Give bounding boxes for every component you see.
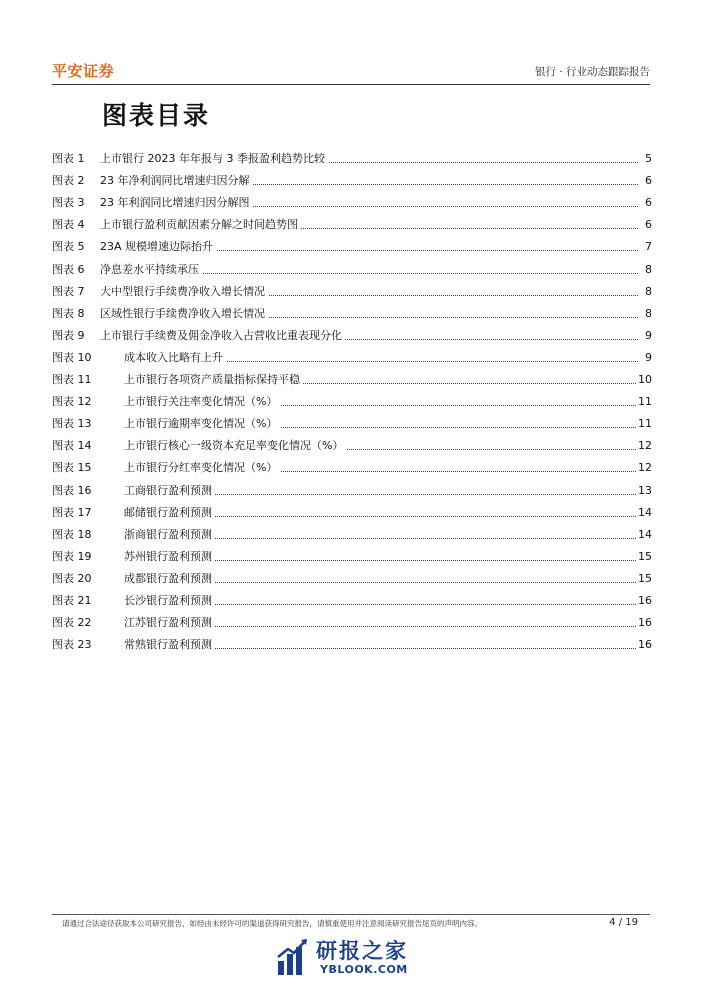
page-header <box>52 56 650 84</box>
toc-entry[interactable] <box>52 371 652 389</box>
toc-entry-page: 15 <box>636 570 652 588</box>
toc-entry-label: 图表 11 <box>52 373 92 386</box>
toc-entry[interactable] <box>52 482 652 500</box>
toc-entry-title: 浙商银行盈利预测 <box>124 526 215 544</box>
toc-entry-title: 成本收入比略有上升 <box>124 349 226 367</box>
brand-logo: 平安证券 <box>52 62 115 80</box>
toc-entry-page: 11 <box>636 415 652 433</box>
toc-entry-page: 15 <box>636 548 652 566</box>
toc-entry-label: 图表 10 <box>52 350 92 364</box>
footer-disclaimer: 请通过合法途径获取本公司研究报告，如经由未经许可的渠道获得研究报告，请慎重使用并注意阅读研究报告尾页的声明内容。 <box>62 919 482 928</box>
toc-entry-title: 上市银行分红率变化情况（%） <box>124 459 280 477</box>
toc-entry-label: 图表 6 <box>52 262 85 276</box>
toc-entry-title: 长沙银行盈利预测 <box>124 592 215 610</box>
toc-entry-page: 12 <box>636 459 652 477</box>
toc-entry-page: 10 <box>636 371 652 389</box>
toc-entry-label: 图表 14 <box>52 439 92 453</box>
toc-entry-label: 图表 19 <box>52 549 92 563</box>
toc-entry-title: 净息差水平持续承压 <box>100 261 202 279</box>
toc-entry-title: 上市银行盈利贡献因素分解之时间趋势图 <box>100 216 301 234</box>
toc-entry-page: 14 <box>636 526 652 544</box>
toc-entry-page: 16 <box>636 614 652 632</box>
toc-entry-label: 图表 2 <box>52 174 85 188</box>
toc-entry-page: 16 <box>636 592 652 610</box>
toc-entry[interactable] <box>52 283 652 301</box>
toc-entry-label: 图表 23 <box>52 638 92 652</box>
toc-entry-page: 7 <box>643 238 652 256</box>
toc-entry-label: 图表 12 <box>52 395 92 409</box>
toc-entry-page: 6 <box>643 172 652 190</box>
watermark-title: 研报之家 <box>316 939 408 963</box>
toc-entry-title: 23A 规模增速边际抬升 <box>100 238 216 256</box>
toc-entry-page: 11 <box>636 393 652 411</box>
toc-entry-label: 图表 21 <box>52 594 92 607</box>
toc-entry[interactable] <box>52 305 652 323</box>
toc-entry-page: 14 <box>636 504 652 522</box>
toc-entry-page: 13 <box>636 482 652 500</box>
toc-entry-label: 图表 13 <box>52 417 92 431</box>
footer-divider <box>52 914 650 915</box>
toc-entry[interactable] <box>52 216 652 234</box>
toc-entry-title: 苏州银行盈利预测 <box>124 548 215 566</box>
toc-entry[interactable] <box>52 459 652 477</box>
toc-entry-label: 图表 22 <box>52 616 92 630</box>
toc-entry-page: 6 <box>643 216 652 234</box>
toc-entry-label: 图表 20 <box>52 571 92 585</box>
toc-entry-page: 6 <box>643 194 652 212</box>
toc-entry-page: 8 <box>643 305 652 323</box>
toc-entry-title: 23 年利润同比增速归因分解图 <box>100 194 253 212</box>
toc-entry-title: 区域性银行手续费净收入增长情况 <box>100 305 268 323</box>
toc-entry[interactable] <box>52 194 652 212</box>
toc-entry-label: 图表 9 <box>52 328 85 342</box>
toc-entry-label: 图表 5 <box>52 240 85 254</box>
toc-entry[interactable] <box>52 526 652 544</box>
toc-entry-page: 8 <box>643 283 652 301</box>
toc-entry-page: 5 <box>643 150 652 168</box>
toc-entry-title: 成都银行盈利预测 <box>124 570 215 588</box>
toc-entry-page: 9 <box>643 349 652 367</box>
toc-entry[interactable] <box>52 393 652 411</box>
toc-entry[interactable] <box>52 548 652 566</box>
toc-entry[interactable] <box>52 614 652 632</box>
toc-entry[interactable] <box>52 592 652 610</box>
toc-entry[interactable] <box>52 437 652 455</box>
toc-entry-title: 上市银行关注率变化情况（%） <box>124 393 280 411</box>
toc-entry-page: 16 <box>636 636 652 654</box>
toc-entry-title: 邮储银行盈利预测 <box>124 504 215 522</box>
toc-entry-title: 工商银行盈利预测 <box>124 482 215 500</box>
report-type: 银行 · 行业动态跟踪报告 <box>534 66 650 78</box>
toc-entry[interactable] <box>52 415 652 433</box>
toc-entry[interactable] <box>52 172 652 190</box>
toc-entry-label: 图表 18 <box>52 527 92 541</box>
toc-entry-title: 上市银行核心一级资本充足率变化情况（%） <box>124 437 346 455</box>
toc-entry-label: 图表 16 <box>52 483 92 497</box>
toc-entry[interactable] <box>52 261 652 279</box>
toc-entry[interactable] <box>52 636 652 654</box>
page-number: 4 / 19 <box>609 917 638 928</box>
toc-entry[interactable] <box>52 504 652 522</box>
toc-entry-label: 图表 3 <box>52 196 85 210</box>
toc-entry-title: 大中型银行手续费净收入增长情况 <box>100 283 268 301</box>
toc-entry-title: 上市银行各项资产质量指标保持平稳 <box>124 371 303 389</box>
watermark-url: YBLOOK.COM <box>320 963 408 976</box>
page-title: 图表目录 <box>102 101 211 130</box>
toc-entry-label: 图表 4 <box>52 218 85 232</box>
toc-entry-page: 9 <box>643 327 652 345</box>
toc-entry[interactable] <box>52 570 652 588</box>
toc-entry-label: 图表 8 <box>52 306 85 320</box>
toc-entry-label: 图表 15 <box>52 461 92 475</box>
toc-entry[interactable] <box>52 349 652 367</box>
toc-entry[interactable] <box>52 238 652 256</box>
toc-entry-label: 图表 1 <box>52 152 85 165</box>
toc-entry-label: 图表 17 <box>52 505 92 519</box>
toc-entry-title: 常熟银行盈利预测 <box>124 636 215 654</box>
toc-entry[interactable] <box>52 327 652 345</box>
toc-entry-title: 上市银行 2023 年年报与 3 季报盈利趋势比较 <box>100 150 328 168</box>
toc-entry-page: 12 <box>636 437 652 455</box>
chart-bars-icon <box>276 937 310 977</box>
watermark <box>276 935 466 981</box>
toc-entry-label: 图表 7 <box>52 284 85 298</box>
toc-entry-title: 上市银行手续费及佣金净收入占营收比重表现分化 <box>100 327 345 345</box>
toc-entry-page: 8 <box>643 261 652 279</box>
header-divider <box>52 84 650 85</box>
toc-entry-title: 上市银行逾期率变化情况（%） <box>124 415 280 433</box>
toc-entry-title: 23 年净利润同比增速归因分解 <box>100 172 253 190</box>
toc-entry[interactable] <box>52 150 652 168</box>
toc-entry-title: 江苏银行盈利预测 <box>124 614 215 632</box>
